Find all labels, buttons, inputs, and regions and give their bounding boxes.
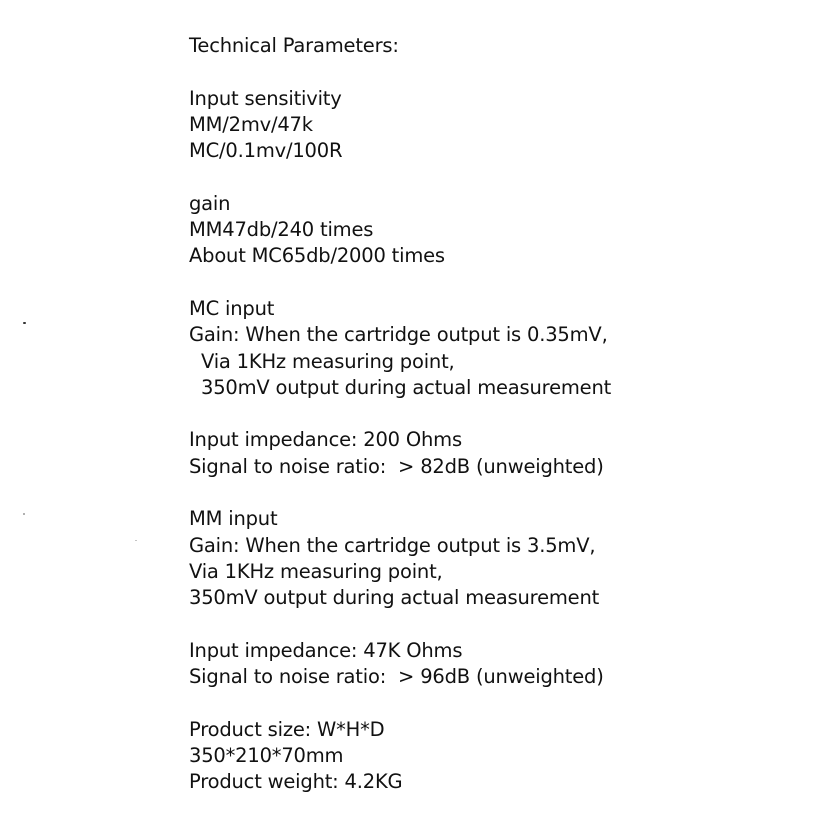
spec-line: 350mV output during actual measurement <box>189 586 600 610</box>
section-heading: MC input <box>189 296 275 320</box>
spec-line: Signal to noise ratio: > 96dB (unweighted) <box>189 665 604 689</box>
spacer <box>189 401 809 427</box>
mm-input-section <box>189 506 809 611</box>
spacer <box>189 480 809 506</box>
scan-speck <box>23 513 25 515</box>
input-sensitivity-section <box>189 86 809 165</box>
spec-line: MC/0.1mv/100R <box>189 139 343 163</box>
gain-section <box>189 191 809 270</box>
spec-line: Input impedance: 47K Ohms <box>189 638 463 662</box>
spacer <box>189 59 809 85</box>
spacer <box>189 612 809 638</box>
spec-line: Input impedance: 200 Ohms <box>189 428 462 452</box>
mc-impedance-section <box>189 427 809 480</box>
spec-line: Product weight: 4.2KG <box>189 770 403 794</box>
spacer <box>189 270 809 296</box>
spacer <box>189 164 809 190</box>
spec-line: 350mV output during actual measurement <box>189 375 612 399</box>
mc-input-section <box>189 296 809 401</box>
section-heading: Input sensitivity <box>189 86 342 110</box>
scan-speck <box>135 540 137 541</box>
spec-line: Via 1KHz measuring point, <box>189 559 443 583</box>
product-size-section <box>189 717 809 796</box>
spec-line: About MC65db/2000 times <box>189 244 445 268</box>
technical-parameters-document <box>189 33 809 796</box>
spec-line: Product size: W*H*D <box>189 717 385 741</box>
spec-line: Via 1KHz measuring point, <box>189 349 455 373</box>
spec-line: MM47db/240 times <box>189 218 374 242</box>
spec-line: 350*210*70mm <box>189 744 344 768</box>
spec-line: Gain: When the cartridge output is 0.35mV, <box>189 323 608 347</box>
section-heading: MM input <box>189 507 278 531</box>
document-title: Technical Parameters: <box>189 34 399 57</box>
mm-impedance-section <box>189 638 809 691</box>
spec-line: Signal to noise ratio: > 82dB (unweighted) <box>189 454 604 478</box>
spacer <box>189 690 809 716</box>
spec-line: MM/2mv/47k <box>189 112 313 136</box>
section-heading: gain <box>189 191 231 215</box>
spec-line: Gain: When the cartridge output is 3.5mV, <box>189 533 596 557</box>
scan-speck <box>23 322 26 324</box>
